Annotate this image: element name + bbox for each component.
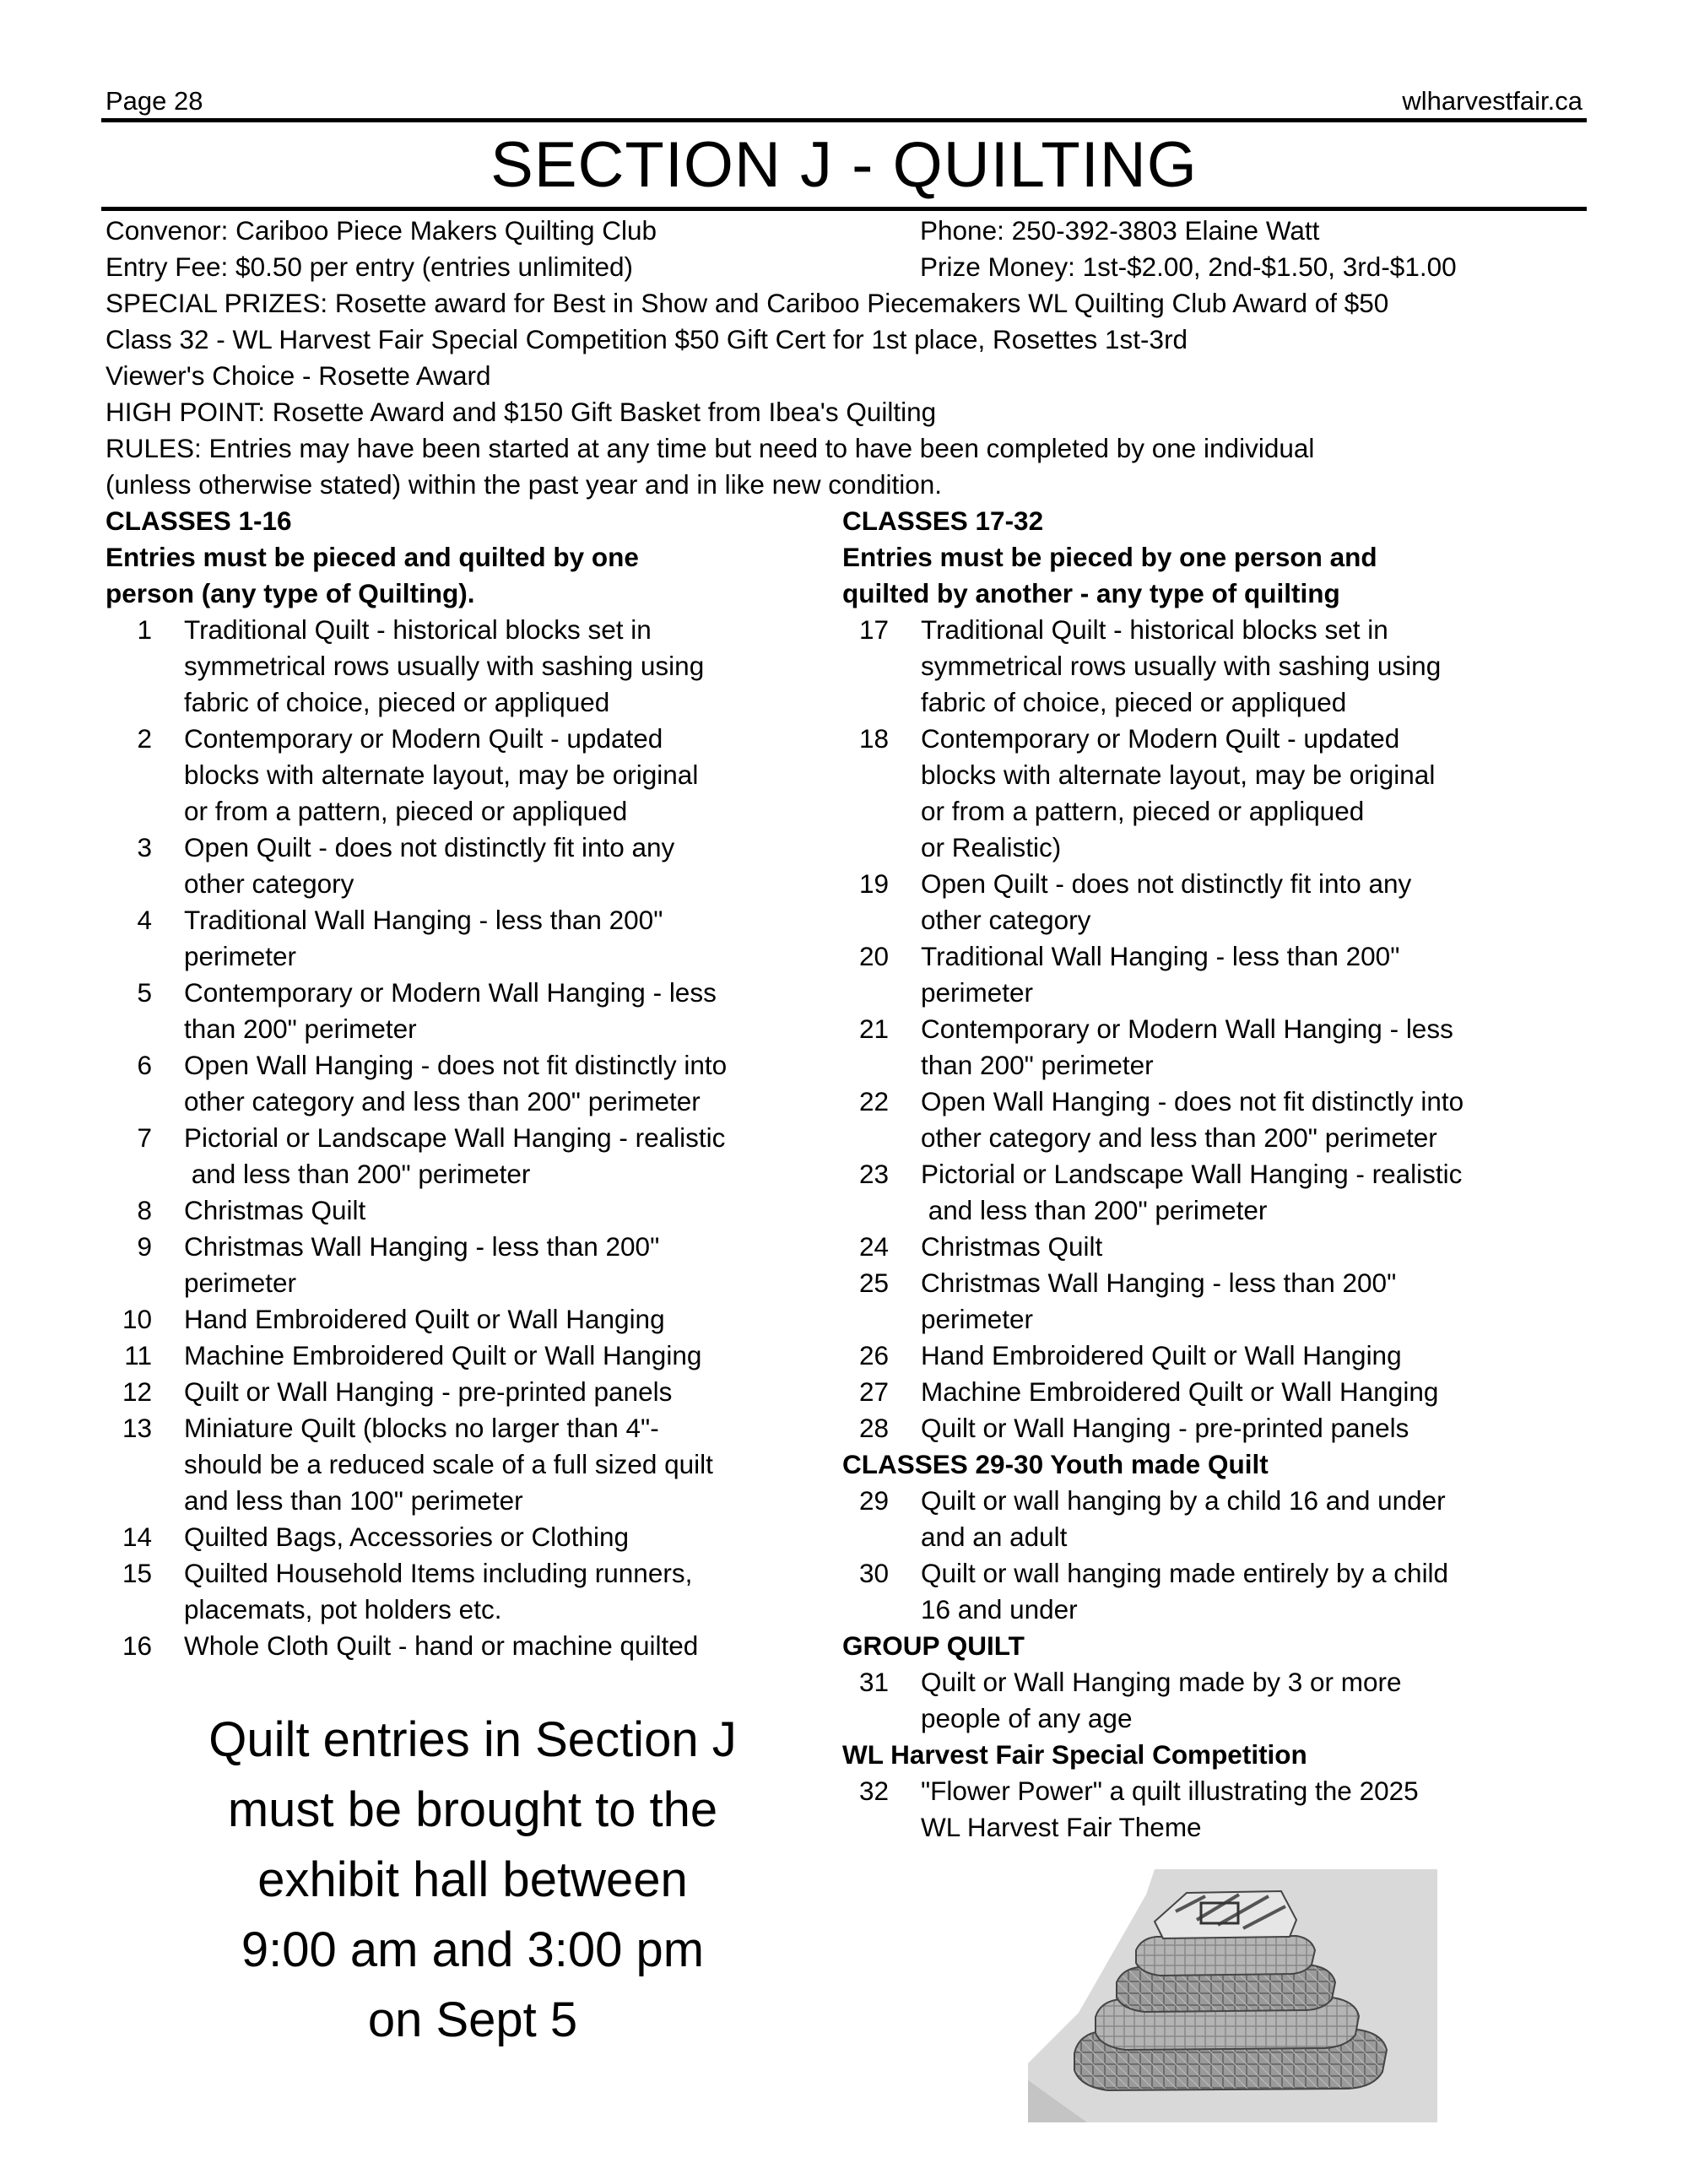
class-description-line: Quilted Household Items including runners, (184, 1558, 693, 1588)
class-item (842, 1555, 1585, 1628)
class-description-line: Christmas Wall Hanging - less than 200" (184, 1231, 660, 1262)
classes-subheading: Entries must be pieced and quilted by one (106, 542, 639, 572)
class-number: 23 (858, 1159, 889, 1189)
class-description-line: Whole Cloth Quilt - hand or machine quilted (184, 1630, 699, 1661)
class-description-line: other category and less than 200" perimeter (184, 1086, 701, 1116)
class-number: 28 (858, 1413, 889, 1443)
title-rule (101, 207, 1587, 211)
youth-classes-heading: CLASSES 29-30 Youth made Quilt (842, 1449, 1269, 1479)
class-description-line: or from a pattern, pieced or appliqued (184, 796, 628, 826)
class32-prize-text: Class 32 - WL Harvest Fair Special Competition $50 Gift Cert for 1st place, Rosettes 1st-3rd (106, 324, 1188, 354)
class-number: 14 (122, 1522, 152, 1552)
class-description-line: perimeter (921, 1304, 1034, 1334)
notice-line: must be brought to the (227, 1782, 718, 1837)
class-description-line: Contemporary or Modern Quilt - updated (921, 723, 1400, 754)
classes-1-16-column (106, 503, 798, 1664)
notice-line: on Sept 5 (367, 1992, 578, 2047)
class-number: 31 (858, 1667, 889, 1697)
class-item (106, 975, 798, 1047)
class-number: 2 (137, 723, 152, 754)
class-description-line: Quilt or Wall Hanging - pre-printed panels (184, 1376, 673, 1407)
class-item (106, 1120, 798, 1192)
class-number: 20 (858, 941, 889, 971)
info-row (106, 213, 1591, 249)
entry-fee-text: Entry Fee: $0.50 per entry (entries unlimited) (106, 251, 634, 282)
class-list (842, 1773, 1585, 1846)
class-description-line: Hand Embroidered Quilt or Wall Hanging (921, 1340, 1402, 1370)
entry-deadline-notice (127, 1705, 819, 2055)
class-number: 8 (137, 1195, 152, 1225)
class-number: 21 (858, 1014, 889, 1044)
class-item (106, 612, 798, 721)
class-description-line: Quilted Bags, Accessories or Clothing (184, 1522, 630, 1552)
class-number: 17 (858, 614, 889, 645)
class-number: 5 (137, 977, 152, 1008)
class-description-line: WL Harvest Fair Theme (921, 1812, 1202, 1842)
class-description-line: fabric of choice, pieced or appliqued (184, 687, 610, 717)
header-rule (101, 118, 1587, 122)
class-description-line: Traditional Wall Hanging - less than 200" (184, 905, 663, 935)
class-description-line: Traditional Quilt - historical blocks set in (184, 614, 652, 645)
class-number: 10 (122, 1304, 152, 1334)
class-description-line: Quilt or wall hanging by a child 16 and under (921, 1485, 1446, 1516)
class-number: 7 (137, 1122, 152, 1153)
class-description-line: Machine Embroidered Quilt or Wall Hanging (921, 1376, 1439, 1407)
class-description-line: Quilt or Wall Hanging made by 3 or more (921, 1667, 1402, 1697)
class-item (842, 1084, 1585, 1156)
class-item (842, 938, 1585, 1011)
special-prizes-text: SPECIAL PRIZES: Rosette award for Best in Show and Cariboo Piecemakers WL Quilting Club Award of $50 (106, 288, 1389, 318)
class-item (106, 902, 798, 975)
class-item (842, 1156, 1585, 1229)
class-item (106, 721, 798, 830)
class-item (106, 830, 798, 902)
class-item (106, 1555, 798, 1628)
class-description-line: 16 and under (921, 1594, 1078, 1624)
class-description-line: people of any age (921, 1703, 1133, 1733)
page-number: Page 28 (106, 86, 203, 116)
class-item (842, 1410, 1585, 1446)
class-number: 13 (122, 1413, 152, 1443)
group-quilt-heading: GROUP QUILT (842, 1630, 1025, 1661)
viewers-choice-text: Viewer's Choice - Rosette Award (106, 360, 491, 391)
class-description-line: Pictorial or Landscape Wall Hanging - realistic (184, 1122, 726, 1153)
quilt-stack-icon (1028, 1869, 1437, 2122)
class-number: 16 (122, 1630, 152, 1661)
class-item (106, 1301, 798, 1338)
class-description-line: than 200" perimeter (921, 1050, 1154, 1080)
class-description-line: Contemporary or Modern Wall Hanging - less (921, 1014, 1453, 1044)
class-list (842, 1664, 1585, 1737)
class-number: 26 (858, 1340, 889, 1370)
class-description-line: than 200" perimeter (184, 1014, 417, 1044)
class-description-line: perimeter (184, 941, 297, 971)
class-description-line: Christmas Wall Hanging - less than 200" (921, 1268, 1397, 1298)
class-description-line: Christmas Quilt (921, 1231, 1103, 1262)
class-item (106, 1047, 798, 1120)
class-item (106, 1338, 798, 1374)
class-number: 4 (137, 905, 152, 935)
class-item (106, 1410, 798, 1519)
special-competition-heading: WL Harvest Fair Special Competition (842, 1739, 1307, 1770)
phone-text: Phone: 250-392-3803 Elaine Watt (920, 215, 1320, 246)
class-description-line: Contemporary or Modern Wall Hanging - less (184, 977, 717, 1008)
class-description-line: and less than 200" perimeter (184, 1159, 531, 1189)
classes-subheading: quilted by another - any type of quilting (842, 578, 1340, 608)
section-info (106, 213, 1591, 503)
class-description-line: fabric of choice, pieced or appliqued (921, 687, 1347, 717)
class-description-line: Quilt or wall hanging made entirely by a child (921, 1558, 1449, 1588)
class-item (106, 1192, 798, 1229)
class-description-line: Open Quilt - does not distinctly fit into any (184, 832, 675, 862)
class-description-line: Open Quilt - does not distinctly fit into any (921, 868, 1412, 899)
class-item (842, 1265, 1585, 1338)
class-item (106, 1519, 798, 1555)
class-number: 24 (858, 1231, 889, 1262)
class-description-line: blocks with alternate layout, may be original (921, 760, 1436, 790)
class-item (842, 1773, 1585, 1846)
class-number: 30 (858, 1558, 889, 1588)
class-description-line: blocks with alternate layout, may be original (184, 760, 699, 790)
class-description-line: Christmas Quilt (184, 1195, 366, 1225)
site-url: wlharvestfair.ca (1402, 86, 1582, 116)
prize-money-text: Prize Money: 1st-$2.00, 2nd-$1.50, 3rd-$1.00 (920, 251, 1457, 282)
info-row (106, 249, 1591, 285)
class-description-line: Traditional Wall Hanging - less than 200" (921, 941, 1400, 971)
class-description-line: perimeter (921, 977, 1034, 1008)
convenor-text: Convenor: Cariboo Piece Makers Quilting Club (106, 215, 657, 246)
class-number: 15 (122, 1558, 152, 1588)
class-item (842, 721, 1585, 866)
class-description-line: Quilt or Wall Hanging - pre-printed panels (921, 1413, 1409, 1443)
class-number: 9 (137, 1231, 152, 1262)
rules-text: RULES: Entries may have been started at any time but need to have been completed by one individual (106, 433, 1315, 463)
class-item (842, 1374, 1585, 1410)
class-item (842, 612, 1585, 721)
notice-line: Quilt entries in Section J (208, 1712, 737, 1767)
class-description-line: Pictorial or Landscape Wall Hanging - realistic (921, 1159, 1463, 1189)
class-item (106, 1628, 798, 1664)
notice-line: 9:00 am and 3:00 pm (241, 1922, 705, 1977)
class-item (842, 1338, 1585, 1374)
classes-subheading: Entries must be pieced by one person and (842, 542, 1377, 572)
class-number: 11 (124, 1340, 152, 1370)
class-description-line: symmetrical rows usually with sashing using (921, 651, 1442, 681)
classes-subheading: person (any type of Quilting). (106, 578, 475, 608)
class-description-line: Miniature Quilt (blocks no larger than 4"- (184, 1413, 659, 1443)
class-item (842, 1664, 1585, 1737)
class-number: 18 (858, 723, 889, 754)
class-item (842, 866, 1585, 938)
class-list (106, 612, 798, 1664)
class-description-line: and less than 200" perimeter (921, 1195, 1268, 1225)
high-point-text: HIGH POINT: Rosette Award and $150 Gift Basket from Ibea's Quilting (106, 397, 937, 427)
class-description-line: and less than 100" perimeter (184, 1485, 523, 1516)
class-item (842, 1229, 1585, 1265)
class-description-line: Open Wall Hanging - does not fit distinctly into (921, 1086, 1464, 1116)
class-list (842, 612, 1585, 1446)
class-item (106, 1374, 798, 1410)
class-number: 27 (858, 1376, 889, 1407)
class-description-line: symmetrical rows usually with sashing using (184, 651, 705, 681)
class-description-line: or Realistic) (921, 832, 1062, 862)
class-number: 3 (137, 832, 152, 862)
class-number: 25 (858, 1268, 889, 1298)
class-number: 22 (858, 1086, 889, 1116)
class-number: 1 (137, 614, 152, 645)
classes-heading: CLASSES 17-32 (842, 505, 1044, 536)
class-description-line: other category (184, 868, 354, 899)
class-description-line: other category and less than 200" perimeter (921, 1122, 1437, 1153)
class-description-line: placemats, pot holders etc. (184, 1594, 502, 1624)
class-number: 12 (122, 1376, 152, 1407)
class-description-line: Traditional Quilt - historical blocks set in (921, 614, 1388, 645)
page-header (106, 83, 1582, 120)
class-description-line: Machine Embroidered Quilt or Wall Hanging (184, 1340, 702, 1370)
class-number: 19 (858, 868, 889, 899)
classes-17-32-column (842, 503, 1585, 1846)
rules-text: (unless otherwise stated) within the past year and in like new condition. (106, 469, 943, 500)
notice-line: exhibit hall between (257, 1852, 688, 1907)
class-number: 6 (137, 1050, 152, 1080)
class-item (106, 1229, 798, 1301)
section-title: SECTION J - QUILTING (490, 129, 1198, 201)
class-item (842, 1483, 1585, 1555)
classes-heading: CLASSES 1-16 (106, 505, 292, 536)
class-number: 32 (858, 1776, 889, 1806)
class-description-line: Hand Embroidered Quilt or Wall Hanging (184, 1304, 665, 1334)
class-description-line: perimeter (184, 1268, 297, 1298)
class-number: 29 (858, 1485, 889, 1516)
class-description-line: Contemporary or Modern Quilt - updated (184, 723, 663, 754)
class-item (842, 1011, 1585, 1084)
class-description-line: should be a reduced scale of a full sized quilt (184, 1449, 713, 1479)
class-description-line: and an adult (921, 1522, 1068, 1552)
class-list (842, 1483, 1585, 1628)
class-description-line: "Flower Power" a quilt illustrating the 2025 (921, 1776, 1419, 1806)
class-description-line: or from a pattern, pieced or appliqued (921, 796, 1365, 826)
class-description-line: Open Wall Hanging - does not fit distinctly into (184, 1050, 728, 1080)
class-description-line: other category (921, 905, 1091, 935)
